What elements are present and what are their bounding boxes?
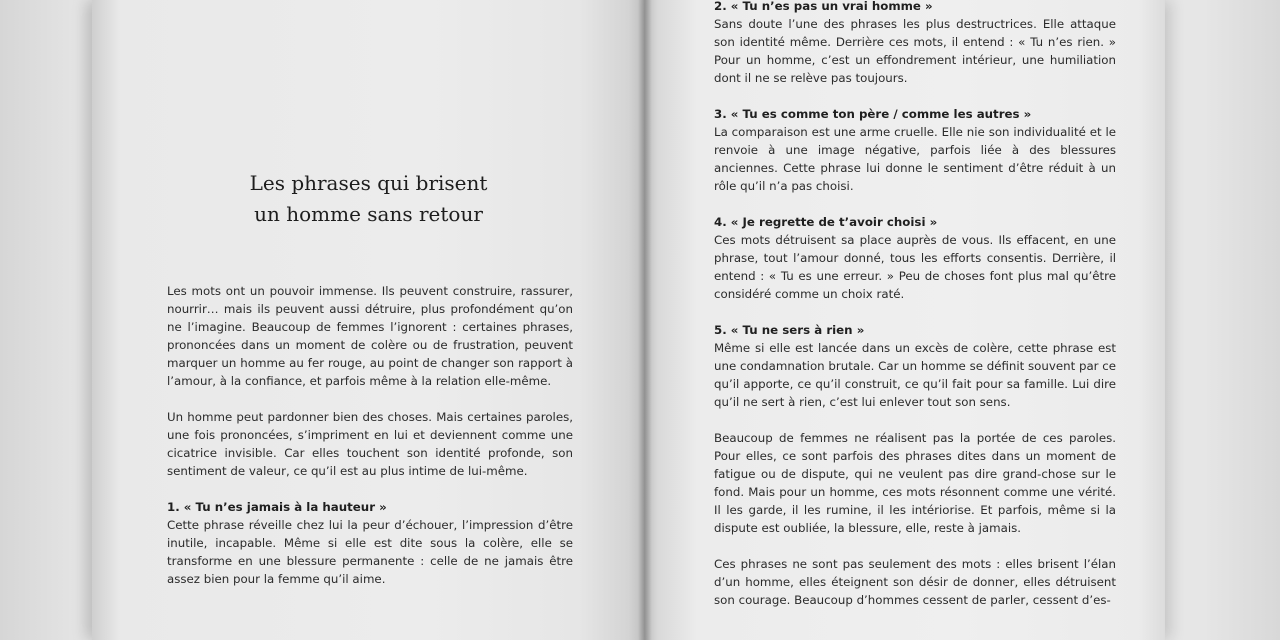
chapter-title — [92, 168, 645, 230]
intro-paragraph-1: Les mots ont un pouvoir immense. Ils peuvent construire, rassurer, nourrir… mais ils peuvent aussi détruire, plus profondément qu’on ne l’imagine. Beaucoup de femmes l’ignorent : certaines phrases, prononcées dans un moment de colère ou de frustration, peuvent marquer un homme au fer rouge, au point de changer son rapport à l’amour, à la confiance, et parfois même à la relation elle-même. — [167, 284, 573, 388]
section-5-heading: 5. « Tu ne sers à rien » — [714, 323, 865, 337]
section-2-body: Sans doute l’une des phrases les plus destructrices. Elle attaque son identité même. Derrière ces mots, il entend : « Tu n’es rien. » Pour un homme, c’est un effondrement intérieur, une humiliation dont il ne se relève pas toujours. — [714, 17, 1116, 85]
left-page-text-column — [167, 282, 573, 588]
section-3-heading: 3. « Tu es comme ton père / comme les autres » — [714, 107, 1032, 121]
section-4-body: Ces mots détruisent sa place auprès de vous. Ils effacent, en une phrase, tout l’amour donné, tous les efforts consentis. Derrière, il entend : « Tu es une erreur. » Peu de choses font plus mal qu’être considéré comme un choix raté. — [714, 233, 1116, 301]
book-spine-gutter — [638, 0, 652, 640]
closing-paragraph-1: Beaucoup de femmes ne réalisent pas la portée de ces paroles. Pour elles, ce sont parfois des phrases dites dans un moment de fatigue ou de dispute, qui ne veulent pas dire grand-chose sur le fond. Mais pour un homme, ces mots résonnent comme une vérité. Il les garde, il les rumine, il les intériorise. Et parfois, même si la dispute est oubliée, la blessure, elle, reste à jamais. — [714, 431, 1116, 535]
section-5-body: Même si elle est lancée dans un excès de colère, cette phrase est une condamnation brutale. Car un homme se définit souvent par ce qu’il apporte, ce qu’il construit, ce qu’il fait pour sa famille. Lui dire qu’il ne sert à rien, c’est lui enlever tout son sens. — [714, 341, 1117, 409]
left-page — [92, 0, 645, 640]
chapter-title-line-2: un homme sans retour — [254, 202, 483, 226]
right-page-text-column — [714, 0, 1116, 609]
intro-paragraph-2: Un homme peut pardonner bien des choses. Mais certaines paroles, une fois prononcées, s’impriment en lui et deviennent comme une cicatrice invisible. Car elles touchent son identité profonde, son sentiment de valeur, ce qu’il est au plus intime de lui-même. — [167, 410, 573, 478]
closing-paragraph-2: Ces phrases ne sont pas seulement des mots : elles brisent l’élan d’un homme, elles éteignent son désir de donner, elles détruisent son courage. Beaucoup d’hommes cessent de parler, cessent d’es- — [714, 557, 1116, 607]
section-1-heading: 1. « Tu n’es jamais à la hauteur » — [167, 500, 387, 514]
section-1-body: Cette phrase réveille chez lui la peur d’échouer, l’impression d’être inutile, incapable. Même si elle est dite sous la colère, elle se transforme en une blessure permanente : celle de ne jamais être assez bien pour la femme qu’il aime. — [167, 518, 573, 586]
section-3-body: La comparaison est une arme cruelle. Elle nie son individualité et le renvoie à une image négative, parfois liée à des blessures anciennes. Cette phrase lui donne le sentiment d’être réduit à un rôle qu’il n’a pas choisi. — [714, 125, 1116, 193]
section-2-heading: 2. « Tu n’es pas un vrai homme » — [714, 0, 933, 13]
section-4-heading: 4. « Je regrette de t’avoir choisi » — [714, 215, 938, 229]
right-page — [645, 0, 1165, 640]
chapter-title-line-1: Les phrases qui brisent — [249, 171, 488, 195]
